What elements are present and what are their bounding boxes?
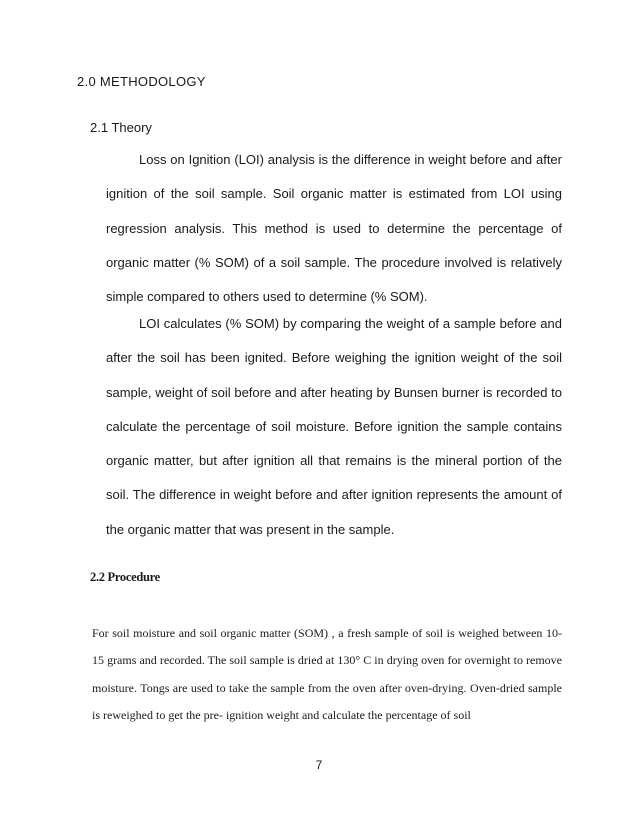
theory-paragraph-1-text: Loss on Ignition (LOI) analysis is the difference in weight before and after ignition of the soil sample. Soil organic matter is estimated from LOI using regression analysis. This method is used to determine the percentage of organic matter (% SOM) of a soil sample. The procedure involved is relatively simple compared to others used to determine (% SOM). — [106, 152, 562, 305]
theory-paragraph-2 — [106, 307, 562, 547]
theory-paragraph-1 — [106, 143, 562, 314]
page-number: 7 — [315, 758, 323, 772]
theory-paragraph-2-text: LOI calculates (% SOM) by comparing the weight of a sample before and after the soil has been ignited. Before weighing the ignition weight of the soil sample, weight of soil before and after heating by Bunsen burner is recorded to calculate the percentage of soil moisture. Before ignition the sample contains organic matter, but after ignition all that remains is the mineral portion of the soil. The difference in weight before and after ignition represents the amount of the organic matter that was present in the sample. — [106, 316, 562, 537]
section-heading: 2.0 METHODOLOGY — [77, 74, 206, 89]
procedure-paragraph-1: For soil moisture and soil organic matter (SOM) , a fresh sample of soil is weighed between 10-15 grams and recorded. The soil sample is dried at 130° C in drying oven for overnight to remove moisture. Tongs are used to take the sample from the oven after oven-drying. Oven-dried sample is reweighed to get the pre- ignition weight and calculate the percentage of soil — [92, 626, 562, 723]
theory-heading: 2.1 Theory — [90, 120, 152, 135]
procedure-heading: 2.2 Procedure — [90, 570, 160, 584]
